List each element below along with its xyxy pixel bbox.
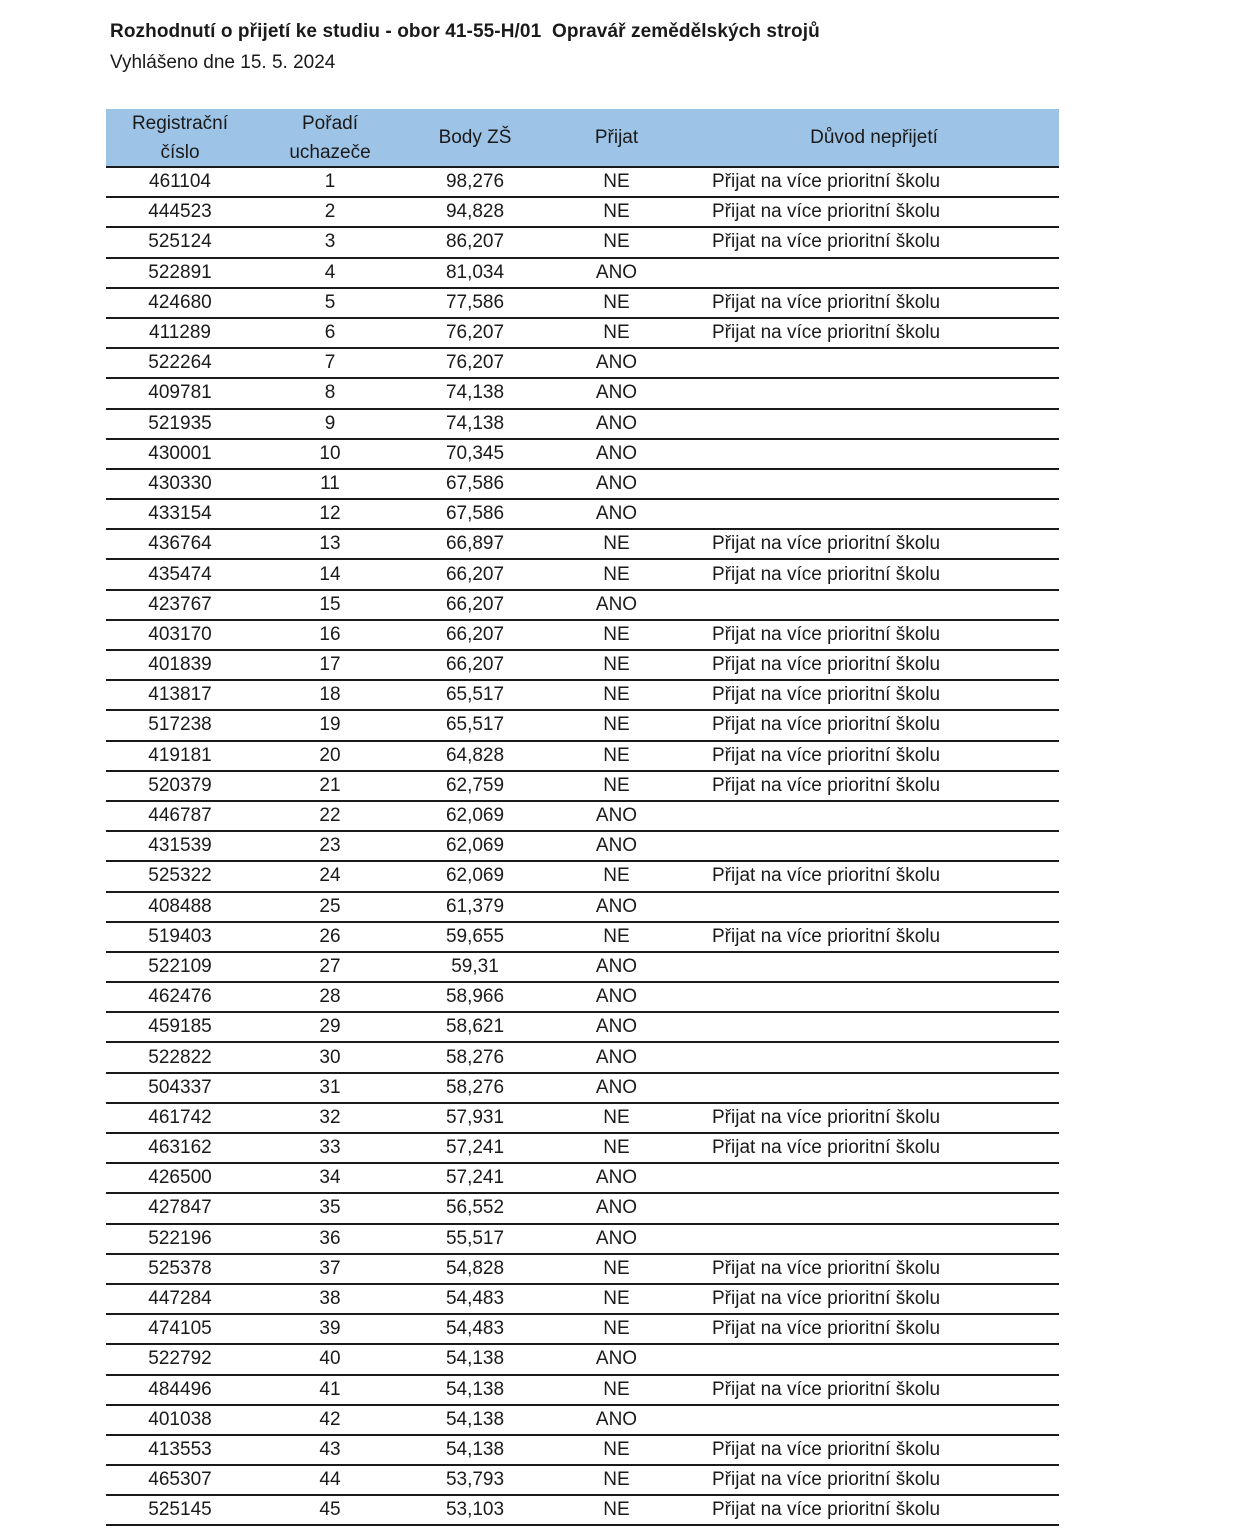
table-row [106,1406,1059,1436]
table-row [106,440,1059,470]
cell-reason: Přijat na více prioritní školu [712,1318,941,1340]
cell-reason: Přijat na více prioritní školu [712,533,941,555]
cell-reason: Přijat na více prioritní školu [712,563,941,585]
cell-points: 94,828 [445,201,505,223]
cell-points: 54,138 [445,1378,505,1400]
cell-admitted: NE [603,744,630,766]
cell-points: 58,276 [445,1046,505,1068]
cell-registration-number: 520379 [148,774,212,796]
cell-applicant-order: 34 [319,1167,341,1189]
cell-admitted: ANO [595,805,638,827]
table-row [106,319,1059,349]
cell-applicant-order: 29 [319,1016,341,1038]
cell-registration-number: 444523 [148,201,212,223]
cell-reason: Přijat na více prioritní školu [712,1288,941,1310]
cell-reason [689,470,1059,498]
cell-registration-number: 465307 [148,1469,212,1491]
cell-admitted: ANO [595,895,638,917]
cell-registration-number: 433154 [148,503,212,525]
cell-admitted: NE [603,1137,630,1159]
cell-points: 54,483 [445,1288,505,1310]
cell-applicant-order: 20 [319,744,341,766]
cell-points: 76,207 [445,352,505,374]
cell-registration-number: 446787 [148,805,212,827]
cell-reason: Přijat na více prioritní školu [712,684,941,706]
cell-applicant-order: 39 [319,1318,341,1340]
cell-points: 65,517 [445,684,505,706]
table-row [106,983,1059,1013]
cell-registration-number: 525322 [148,865,212,887]
header-order-line1: Pořadí [302,112,358,134]
cell-reason [689,349,1059,377]
cell-reason: Přijat na více prioritní školu [712,654,941,676]
table-row [106,530,1059,560]
cell-registration-number: 401839 [148,654,212,676]
cell-applicant-order: 37 [319,1257,341,1279]
cell-applicant-order: 4 [324,261,336,283]
table-row [106,1225,1059,1255]
table-row [106,953,1059,983]
cell-registration-number: 419181 [148,744,212,766]
cell-reason [689,440,1059,468]
cell-registration-number: 413553 [148,1438,212,1460]
cell-applicant-order: 27 [319,955,341,977]
cell-admitted: ANO [595,1046,638,1068]
cell-admitted: ANO [595,986,638,1008]
cell-admitted: NE [603,1378,630,1400]
header-registration-line2: číslo [160,141,200,163]
cell-reason: Přijat na více prioritní školu [712,1499,941,1521]
cell-reason [689,1164,1059,1192]
table-row [106,1134,1059,1164]
cell-reason: Přijat na více prioritní školu [712,1469,941,1491]
cell-reason: Přijat na více prioritní školu [712,1378,941,1400]
table-row [106,168,1059,198]
cell-applicant-order: 35 [319,1197,341,1219]
cell-reason [689,1194,1059,1222]
cell-registration-number: 413817 [148,684,212,706]
cell-registration-number: 426500 [148,1167,212,1189]
cell-points: 62,069 [445,835,505,857]
cell-reason [689,1225,1059,1253]
cell-admitted: ANO [595,593,638,615]
cell-reason [689,1345,1059,1373]
cell-reason [689,259,1059,287]
cell-points: 54,483 [445,1318,505,1340]
table-row [106,681,1059,711]
cell-points: 54,828 [445,1257,505,1279]
cell-applicant-order: 23 [319,835,341,857]
cell-registration-number: 462476 [148,986,212,1008]
cell-applicant-order: 19 [319,714,341,736]
cell-admitted: ANO [595,1227,638,1249]
cell-registration-number: 430001 [148,442,212,464]
cell-applicant-order: 22 [319,805,341,827]
cell-reason [689,1406,1059,1434]
cell-applicant-order: 2 [324,201,336,223]
cell-points: 65,517 [445,714,505,736]
cell-points: 76,207 [445,322,505,344]
cell-applicant-order: 41 [319,1378,341,1400]
table-row [106,500,1059,530]
cell-applicant-order: 31 [319,1076,341,1098]
table-row [106,349,1059,379]
cell-admitted: ANO [595,955,638,977]
header-applicant-order [254,109,406,166]
cell-registration-number: 461742 [148,1106,212,1128]
cell-reason: Přijat na více prioritní školu [712,865,941,887]
cell-applicant-order: 45 [319,1499,341,1521]
cell-reason [689,893,1059,921]
cell-applicant-order: 28 [319,986,341,1008]
cell-registration-number: 522109 [148,955,212,977]
cell-admitted: ANO [595,1016,638,1038]
cell-applicant-order: 26 [319,925,341,947]
header-points: Body ZŠ [438,127,512,148]
table-row [106,1104,1059,1134]
cell-points: 62,759 [445,774,505,796]
cell-reason: Přijat na více prioritní školu [712,925,941,947]
table-header [106,109,1059,168]
cell-points: 57,241 [445,1167,505,1189]
cell-reason: Přijat na více prioritní školu [712,171,941,193]
cell-admitted: NE [603,654,630,676]
cell-registration-number: 521935 [148,412,212,434]
cell-registration-number: 522264 [148,352,212,374]
table-body [106,168,1059,1526]
table-row [106,1436,1059,1466]
cell-admitted: ANO [595,352,638,374]
table-row [106,1013,1059,1043]
table-row [106,651,1059,681]
header-reason: Důvod nepřijetí [810,127,938,148]
cell-reason: Přijat na více prioritní školu [712,291,941,313]
cell-points: 70,345 [445,442,505,464]
document-title: Rozhodnutí o přijetí ke studiu - obor 41-55-H/01 Opravář zemědělských strojů [110,21,820,42]
cell-reason [689,1043,1059,1071]
cell-registration-number: 401038 [148,1408,212,1430]
cell-registration-number: 522891 [148,261,212,283]
cell-admitted: ANO [595,472,638,494]
cell-points: 98,276 [445,171,505,193]
cell-applicant-order: 36 [319,1227,341,1249]
cell-applicant-order: 33 [319,1137,341,1159]
cell-reason [689,1074,1059,1102]
cell-points: 57,241 [445,1137,505,1159]
table-row [106,1164,1059,1194]
table-row [106,259,1059,289]
cell-points: 66,207 [445,593,505,615]
cell-applicant-order: 3 [324,231,336,253]
cell-applicant-order: 7 [324,352,336,374]
cell-admitted: ANO [595,1197,638,1219]
cell-applicant-order: 40 [319,1348,341,1370]
cell-points: 55,517 [445,1227,505,1249]
cell-reason: Přijat na více prioritní školu [712,322,941,344]
cell-applicant-order: 12 [319,503,341,525]
table-row [106,1345,1059,1375]
header-registration-number [106,109,254,166]
cell-admitted: ANO [595,412,638,434]
cell-reason [689,379,1059,407]
cell-points: 59,655 [445,925,505,947]
table-row [106,711,1059,741]
cell-applicant-order: 17 [319,654,341,676]
table-row [106,560,1059,590]
cell-reason [689,591,1059,619]
cell-registration-number: 408488 [148,895,212,917]
cell-registration-number: 484496 [148,1378,212,1400]
cell-admitted: ANO [595,835,638,857]
table-row [106,862,1059,892]
cell-registration-number: 461104 [149,171,211,193]
table-row [106,591,1059,621]
cell-registration-number: 522792 [148,1348,212,1370]
cell-reason [689,832,1059,860]
cell-registration-number: 522196 [148,1227,212,1249]
cell-reason [689,1013,1059,1041]
table-row [106,379,1059,409]
cell-applicant-order: 11 [320,472,340,494]
cell-applicant-order: 10 [319,442,341,464]
cell-points: 64,828 [445,744,505,766]
cell-reason: Přijat na více prioritní školu [712,1257,941,1279]
cell-reason [689,953,1059,981]
table-row [106,893,1059,923]
cell-points: 53,103 [445,1499,505,1521]
cell-admitted: NE [603,1469,630,1491]
cell-registration-number: 403170 [148,623,212,645]
cell-admitted: NE [603,1318,630,1340]
cell-points: 67,586 [445,472,505,494]
cell-reason: Přijat na více prioritní školu [712,231,941,253]
cell-points: 66,897 [445,533,505,555]
cell-reason: Přijat na více prioritní školu [712,1438,941,1460]
cell-points: 81,034 [445,261,505,283]
cell-admitted: NE [603,925,630,947]
cell-reason: Přijat na více prioritní školu [712,623,941,645]
cell-applicant-order: 8 [324,382,336,404]
cell-admitted: NE [603,1257,630,1279]
cell-admitted: ANO [595,1408,638,1430]
cell-reason: Přijat na více prioritní školu [712,1137,941,1159]
table-row [106,228,1059,258]
cell-registration-number: 430330 [148,472,212,494]
cell-admitted: NE [603,322,630,344]
cell-points: 59,31 [451,955,499,977]
announcement-date: Vyhlášeno dne 15. 5. 2024 [110,52,336,73]
cell-admitted: NE [603,623,630,645]
cell-applicant-order: 1 [324,171,336,193]
cell-admitted: ANO [595,261,638,283]
table-row [106,832,1059,862]
cell-registration-number: 424680 [148,291,212,313]
table-row [106,772,1059,802]
cell-applicant-order: 32 [319,1106,341,1128]
cell-registration-number: 525145 [148,1499,212,1521]
cell-points: 57,931 [445,1106,505,1128]
cell-reason [689,410,1059,438]
table-row [106,621,1059,651]
cell-points: 77,586 [445,291,505,313]
cell-points: 54,138 [445,1408,505,1430]
cell-registration-number: 436764 [148,533,212,555]
cell-admitted: NE [603,684,630,706]
cell-registration-number: 463162 [148,1137,212,1159]
table-row [106,923,1059,953]
table-row [106,470,1059,500]
cell-admitted: NE [603,1106,630,1128]
cell-registration-number: 423767 [148,593,212,615]
table-row [106,1255,1059,1285]
cell-admitted: NE [603,1288,630,1310]
cell-applicant-order: 42 [319,1408,341,1430]
cell-applicant-order: 30 [319,1046,341,1068]
cell-points: 54,138 [445,1348,505,1370]
table-row [106,1315,1059,1345]
table-row [106,198,1059,228]
cell-admitted: NE [603,563,630,585]
cell-admitted: NE [603,714,630,736]
cell-applicant-order: 24 [319,865,341,887]
cell-points: 66,207 [445,563,505,585]
cell-admitted: NE [603,231,630,253]
cell-registration-number: 431539 [148,835,212,857]
cell-registration-number: 474105 [148,1318,212,1340]
cell-applicant-order: 14 [319,563,341,585]
cell-registration-number: 459185 [148,1016,212,1038]
cell-points: 74,138 [445,382,505,404]
cell-points: 54,138 [445,1438,505,1460]
cell-registration-number: 522822 [148,1046,212,1068]
cell-points: 56,552 [445,1197,505,1219]
header-admitted: Přijat [594,127,639,148]
cell-applicant-order: 18 [319,684,341,706]
cell-registration-number: 519403 [148,925,212,947]
cell-applicant-order: 9 [324,412,336,434]
cell-points: 58,276 [445,1076,505,1098]
cell-points: 67,586 [445,503,505,525]
cell-reason [689,500,1059,528]
cell-admitted: NE [603,865,630,887]
cell-points: 66,207 [445,623,505,645]
cell-reason [689,802,1059,830]
table-row [106,289,1059,319]
cell-points: 66,207 [445,654,505,676]
cell-points: 62,069 [445,865,505,887]
table-row [106,742,1059,772]
cell-admitted: NE [603,1499,630,1521]
cell-reason: Přijat na více prioritní školu [712,744,941,766]
cell-points: 53,793 [445,1469,505,1491]
admission-table [106,109,1059,1526]
cell-applicant-order: 21 [319,774,341,796]
cell-applicant-order: 16 [319,623,341,645]
cell-registration-number: 504337 [148,1076,212,1098]
header-registration-line1: Registrační [131,112,229,134]
cell-admitted: NE [603,201,630,223]
cell-applicant-order: 13 [319,533,341,555]
cell-reason: Přijat na více prioritní školu [712,201,941,223]
cell-reason: Přijat na více prioritní školu [712,714,941,736]
cell-registration-number: 517238 [148,714,212,736]
cell-applicant-order: 15 [319,593,341,615]
cell-admitted: ANO [595,1348,638,1370]
cell-applicant-order: 44 [319,1469,341,1491]
cell-applicant-order: 25 [319,895,341,917]
cell-admitted: ANO [595,1076,638,1098]
cell-registration-number: 525124 [148,231,212,253]
cell-registration-number: 435474 [148,563,212,585]
cell-admitted: ANO [595,503,638,525]
cell-admitted: NE [603,171,630,193]
cell-points: 74,138 [445,412,505,434]
table-row [106,1194,1059,1224]
cell-points: 62,069 [445,805,505,827]
cell-registration-number: 411289 [149,322,211,344]
cell-registration-number: 427847 [148,1197,212,1219]
cell-reason [689,983,1059,1011]
header-order-line2: uchazeče [289,141,371,163]
cell-admitted: ANO [595,382,638,404]
cell-applicant-order: 38 [319,1288,341,1310]
table-row [106,410,1059,440]
cell-admitted: ANO [595,442,638,464]
cell-admitted: NE [603,1438,630,1460]
cell-reason: Přijat na více prioritní školu [712,774,941,796]
cell-points: 86,207 [445,231,505,253]
table-row [106,1376,1059,1406]
table-row [106,1466,1059,1496]
table-row [106,802,1059,832]
cell-admitted: ANO [595,1167,638,1189]
cell-applicant-order: 43 [319,1438,341,1460]
cell-registration-number: 447284 [148,1288,212,1310]
table-row [106,1074,1059,1104]
cell-points: 58,621 [445,1016,505,1038]
cell-registration-number: 525378 [148,1257,212,1279]
cell-points: 61,379 [445,895,505,917]
cell-admitted: NE [603,774,630,796]
cell-reason: Přijat na více prioritní školu [712,1106,941,1128]
cell-applicant-order: 5 [324,291,336,313]
table-row [106,1285,1059,1315]
cell-applicant-order: 6 [324,322,336,344]
table-row [106,1496,1059,1526]
cell-admitted: NE [603,533,630,555]
cell-admitted: NE [603,291,630,313]
cell-registration-number: 409781 [148,382,212,404]
table-row [106,1043,1059,1073]
cell-points: 58,966 [445,986,505,1008]
